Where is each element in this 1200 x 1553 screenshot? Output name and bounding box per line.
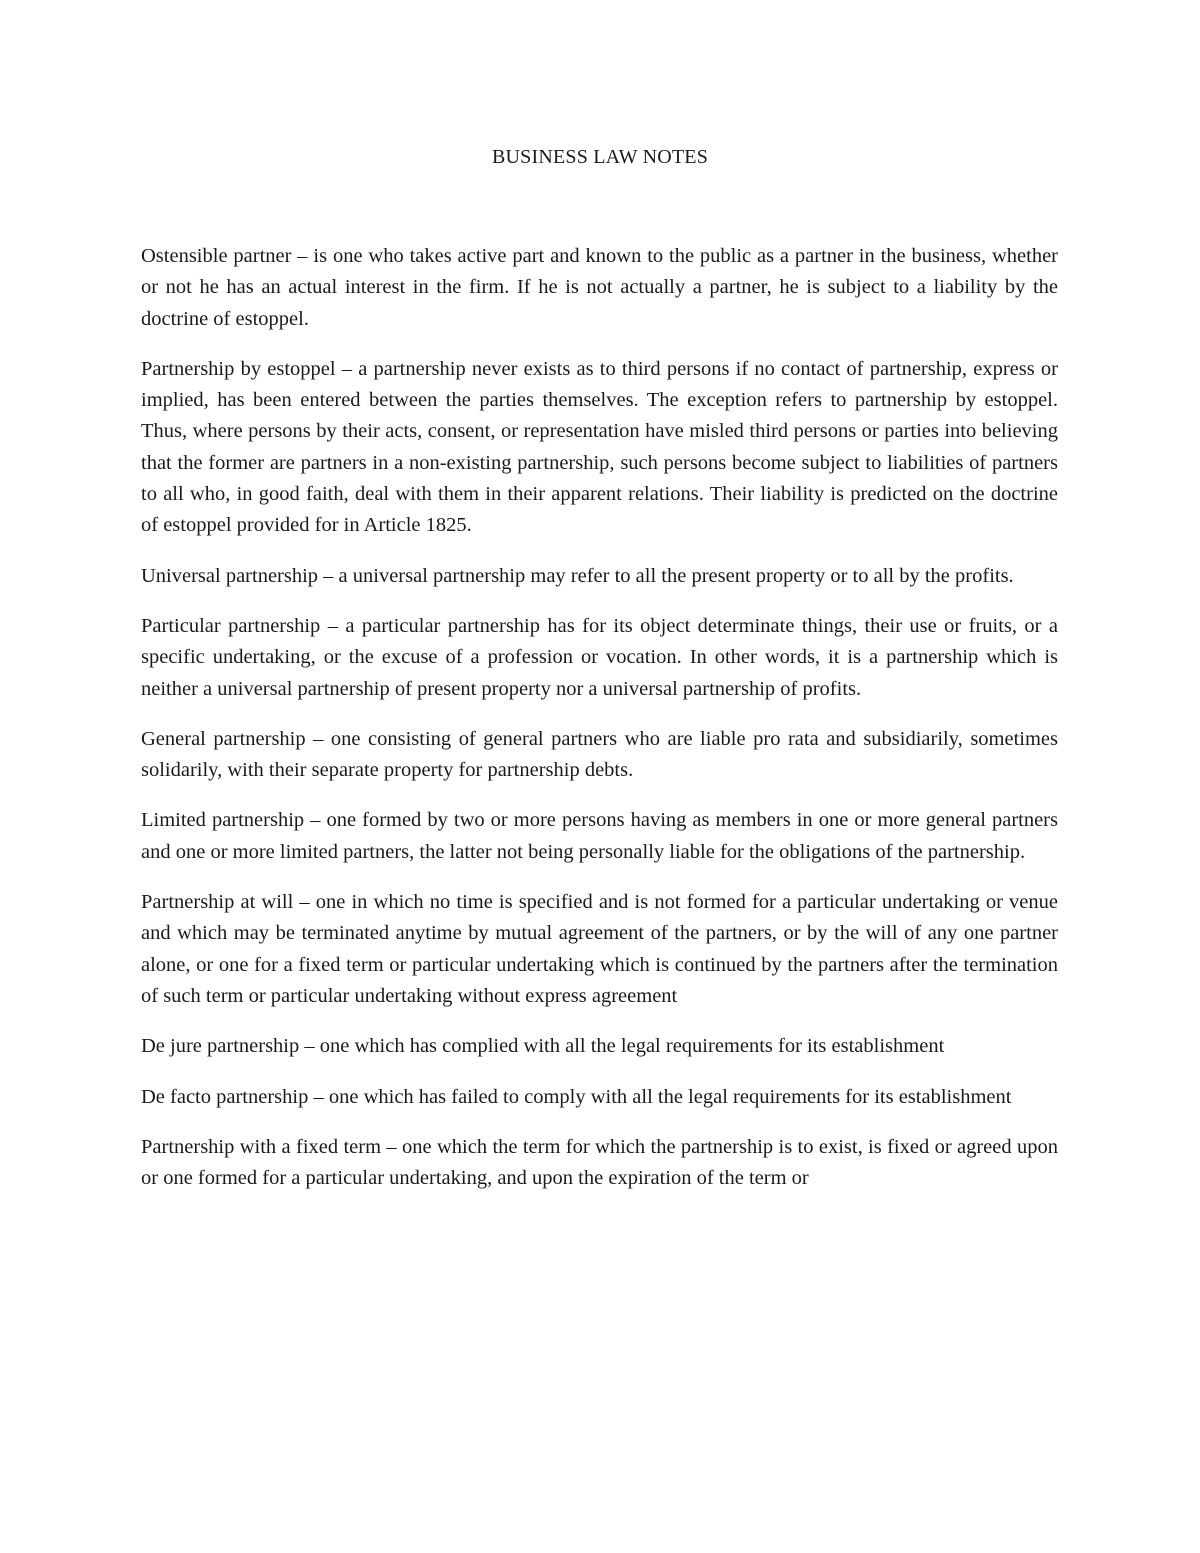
paragraph-limited-partnership: Limited partnership – one formed by two or more persons having as members in one or more general partners and one or more limited partners, the latter not being personally liable for the obligations of the partnership.: [141, 809, 1058, 863]
paragraph-partnership-fixed-term: Partnership with a fixed term – one which the term for which the partnership is to exist, is fixed or agreed upon or one formed for a particular undertaking, and upon the expiration of the term or: [141, 1135, 1058, 1190]
paragraph-particular-partnership: Particular partnership – a particular partnership has for its object determinate things, their use or fruits, or a specific undertaking, or the excuse of a profession or vocation. In other words, it is a partnership which is neither a universal partnership of present property nor a universal partnership of profits.: [141, 614, 1058, 700]
paragraph-partnership-at-will: Partnership at will – one in which no time is specified and is not formed for a particular undertaking or venue and which may be terminated anytime by mutual agreement of the partners, or by the will of any one partner alone, or one for a fixed term or particular undertaking which is continued by the partners after the termination of such term or particular undertaking without express agreement: [141, 891, 1058, 1007]
paragraph-partnership-by-estoppel: Partnership by estoppel – a partnership never exists as to third persons if no contact of partnership, express or implied, has been entered between the parties themselves. The exception refers to partnership by estoppel. Thus, where persons by their acts, consent, or representation have misled third persons or parties into believing that the former are partners in a non-existing partnership, such persons become subject to liabilities of partners to all who, in good faith, deal with them in their apparent relations. Their liability is predicted on the doctrine of estoppel provided for in Article 1825.: [141, 357, 1058, 537]
paragraph-universal-partnership: Universal partnership – a universal partnership may refer to all the present property or to all by the profits.: [141, 564, 1014, 587]
paragraph-ostensible-partner: Ostensible partner – is one who takes active part and known to the public as a partner in the business, whether or not he has an actual interest in the firm. If he is not actually a partner, he is subject to a liability by the doctrine of estoppel.: [141, 245, 1058, 330]
paragraph-de-facto-partnership: De facto partnership – one which has failed to comply with all the legal requirements for its establishment: [141, 1085, 1012, 1108]
document-title: BUSINESS LAW NOTES: [491, 146, 709, 168]
paragraph-general-partnership: General partnership – one consisting of general partners who are liable pro rata and subsidiarily, sometimes solidarily, with their separate property for partnership debts.: [141, 727, 1058, 782]
paragraph-de-jure-partnership: De jure partnership – one which has complied with all the legal requirements for its establishment: [141, 1035, 945, 1058]
document-body: [141, 241, 1058, 1213]
